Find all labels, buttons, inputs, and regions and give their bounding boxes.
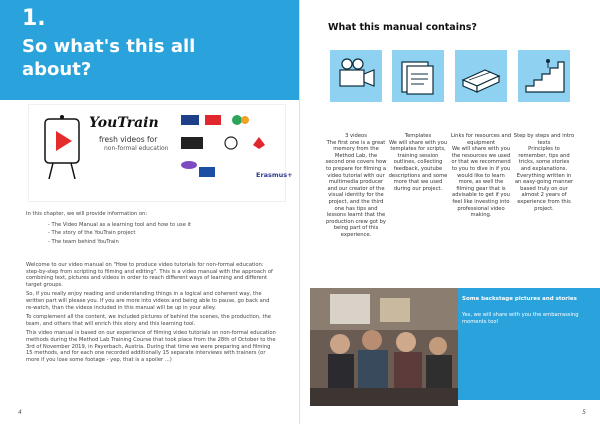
project-banner	[28, 104, 293, 202]
section-heading: What this manual contains?	[328, 22, 477, 33]
logo-tagline-2: non-formal education	[104, 145, 169, 152]
paragraph: This video manual is based on our experience of filming video tutorials on non-formal education methods during the Method Lab Training Course that took place from the 28th of October to the 3rd of November 2019, in Payerbach, Austria. During that time we were preparing and filming 15 methods, and for each one recorded additionally 15 separate interviews with trainers (or more if you lose some footage - yep, that is a spoiler ...)	[26, 330, 276, 363]
chapter-number: 1.	[22, 6, 46, 31]
paragraph: To complement all the content, we included pictures of behind the scenes, the production, the team, and others that will enrich this story and this learning tool.	[26, 314, 271, 327]
stairs-steps-icon	[518, 50, 570, 102]
template-document-icon	[392, 50, 444, 102]
intro-text: In this chapter, we will provide information on:	[26, 211, 148, 217]
erasmus-label: Erasmus+	[256, 171, 293, 179]
partner-logos	[179, 111, 279, 191]
column-templates: Templates We will share with you templates for scripts, training session outlines, collecting feedback, youtube descriptions and some more that we used during our project.	[388, 133, 448, 192]
paragraph: So, if you really enjoy reading and understanding things in a logical and coherent way, the written part will please you. If you are more into videos and being able to pause, go back and re-watch, than the videos included in this manual will be up in your alley.	[26, 291, 270, 311]
column-resources: Links for resources and equipment We will share with you the resources we used or that we recommend to you to dive in if you would like to learn more, as well the filming gear that is advisable to get if you feel like investing into professional video making.	[450, 133, 512, 219]
backstage-photo	[310, 288, 458, 406]
toc-item: - The story of the YouTrain project	[48, 230, 136, 237]
column-videos: 3 videos The first one is a great memory from the Method Lab, the second one covers how to prepare for filming a video tutorial with our multimedia producer and our creator of the visual identity for the project, and the third one has tips and lessons learnt that the production crew got by being part of this experience.	[325, 133, 387, 238]
logo-name: YouTrain	[89, 115, 159, 131]
page-number-right: 5	[582, 409, 586, 416]
body-paragraphs	[26, 262, 278, 366]
right-page	[300, 0, 600, 424]
backstage-title: Some backstage pictures and stories	[462, 296, 577, 302]
backstage-text: Yes, we will share with you the embarrassing moments too!	[462, 312, 579, 325]
toc-item: - The Video Manual as a learning tool and how to use it	[48, 222, 192, 228]
chapter-title-band	[0, 0, 300, 100]
paragraph: Welcome to our video manual on "How to produce video tutorials for non-formal education: step-by-step from scripting to filming and editing". This is a video manual with the approach of combining text, pictures and videos in order to reach different ways of learning and different target groups.	[26, 262, 273, 288]
equipment-box-icon	[455, 50, 507, 102]
toc-item: - The team behind YouTrain	[48, 238, 119, 245]
column-steps: Step by steps and intro texts Principles to remember, tips and tricks, some stories and explanations. Everything written in an easy-going manner based truly on our almost 2 years of experience from this project.	[513, 133, 575, 212]
chapter-title: So what's this all about?	[22, 36, 196, 80]
page-number-left: 4	[18, 409, 22, 416]
logo-tagline: fresh videos for	[99, 135, 158, 144]
chapter-toc	[26, 221, 278, 246]
backstage-box	[454, 288, 600, 400]
video-camera-icon	[330, 50, 382, 102]
